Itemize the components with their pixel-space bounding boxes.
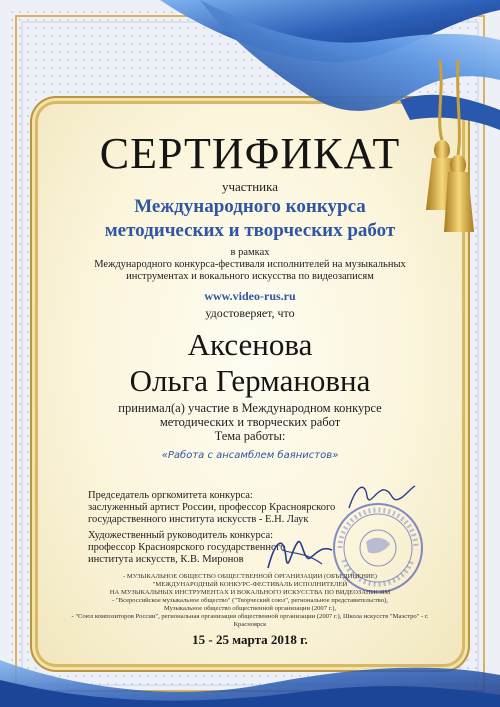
chair-title: Председатель оргкомитета конкурса: xyxy=(88,490,253,501)
in-frame-label: в рамках xyxy=(230,247,270,258)
contest-name-line1: Международного конкурса xyxy=(134,196,366,217)
certificate-title: СЕРТИФИКАТ xyxy=(99,129,401,178)
chair-signature xyxy=(345,478,417,518)
festival-line2: инструментах и вокального искусства по видеозаписям xyxy=(126,271,374,282)
topic-label: Тема работы: xyxy=(214,429,286,443)
recipient-given-names: Ольга Германовна xyxy=(129,363,371,398)
art-director-name: института искусств, К.В. Миронов xyxy=(88,554,244,565)
festival-line1: Международного конкурса-фестиваля исполнителей на музыкальных xyxy=(94,259,406,270)
organizer-line1: - МУЗЫКАЛЬНОЕ ОБЩЕСТВО ОБЩЕСТВЕННОЙ ОРГАНИЗАЦИИ (ОБЪЕДИНЕНИЕ) xyxy=(123,573,377,580)
chair-name: государственного института искусств - Е.Н. Лаук xyxy=(88,514,309,525)
organizer-line5: Музыкальное общество общественной организации (2007 г.), xyxy=(163,605,337,612)
event-date: 15 - 25 марта 2018 г. xyxy=(192,632,308,647)
chair-rank: заслуженный артист России, профессор Красноярского xyxy=(88,502,336,513)
organizer-line3: НА МУЗЫКАЛЬНЫХ ИНСТРУМЕНТАХ И ВОКАЛЬНОГО ИСКУССТВА ПО ВИДЕОЗАПИСЯМ xyxy=(109,589,391,596)
organizer-line6: - "Союз композиторов России", региональная организация общественной организации (2007 г.), Школа искусств "Маэстро" - г. Красноярск xyxy=(71,613,429,628)
participation-line1: принимал(а) участие в Международном конкурсе xyxy=(118,401,382,415)
certifies-label: удостоверяет, что xyxy=(205,306,295,320)
contest-name-line2: методических и творческих работ xyxy=(104,220,396,241)
organizer-line2: "МЕЖДУНАРОДНЫЙ КОНКУРС-ФЕСТИВАЛЬ ИСПОЛНИТЕЛЕЙ xyxy=(152,581,348,588)
recipient-surname: Аксенова xyxy=(187,327,313,362)
participation-line2: методических и творческих работ xyxy=(159,415,341,429)
participant-label: участника xyxy=(221,179,279,194)
work-topic: «Работа с ансамблем баянистов» xyxy=(161,450,339,461)
art-director-rank: профессор Красноярского государственного xyxy=(88,542,286,553)
organizer-line4: - "Всероссийское музыкальное общество" ("Творческий союз", региональное представительство), xyxy=(112,597,388,604)
art-director-title: Художественный руководитель конкурса: xyxy=(88,530,274,541)
website-link[interactable]: www.video-rus.ru xyxy=(204,289,296,303)
